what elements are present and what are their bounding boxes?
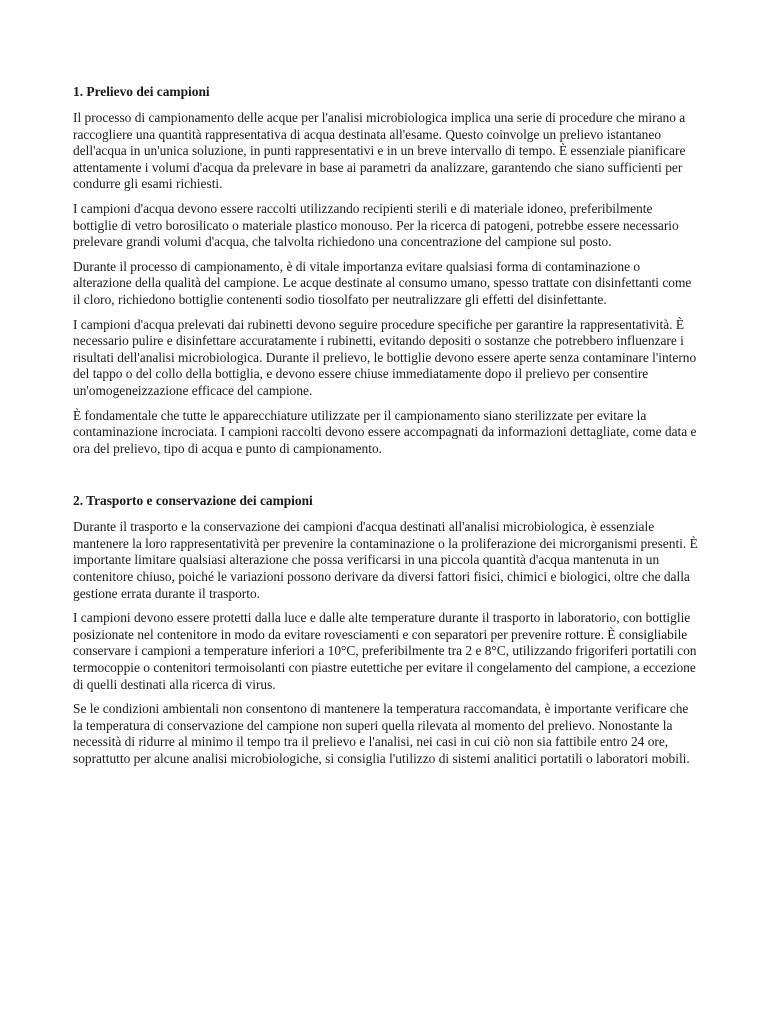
paragraph: Se le condizioni ambientali non consentono di mantenere la temperatura raccomandata, è importante verificare che la temperatura di conservazione del campione non superi quella rilevata al momento del prelievo. Nonostante la necessità di ridurre al minimo il tempo tra il prelievo e l'analisi, nei casi in cui ciò non sia fattibile entro 24 ore, soprattutto per alcune analisi microbiologiche, si consiglia l'utilizzo di sistemi analitici portatili o laboratori mobili. [73,701,690,766]
section-heading: 1. Prelievo dei campioni [73,84,210,99]
paragraph: Il processo di campionamento delle acque per l'analisi microbiologica implica una serie di procedure che mirano a raccogliere una quantità rappresentativa di acqua destinata all'esame. Questo coinvolge un prelievo istantaneo dell'acqua in un'unica soluzione, in punti rappresentativi e in un breve intervallo di tempo. È essenziale pianificare attentamente i volumi d'acqua da prelevare in base ai parametri da analizzare, garantendo che siano sufficienti per condurre gli esami richiesti. [73,110,686,192]
paragraph: Durante il trasporto e la conservazione dei campioni d'acqua destinati all'analisi microbiologica, è essenziale mantenere la loro rappresentatività per prevenire la contaminazione o la proliferazione dei microrganismi presenti. È importante limitare qualsiasi alterazione che possa verificarsi in una piccola quantità d'acqua mantenuta in un contenitore chiuso, poiché le variazioni possono derivare da diversi fattori fisici, chimici e biologici, oltre che dalla gestione errata durante il trasporto. [73,519,698,601]
paragraph: È fondamentale che tutte le apparecchiature utilizzate per il campionamento siano sterilizzate per evitare la contaminazione incrociata. I campioni raccolti devono essere accompagnati da informazioni dettagliate, come data e ora del prelievo, tipo di acqua e punto di campionamento. [73,407,697,456]
paragraph: I campioni d'acqua prelevati dai rubinetti devono seguire procedure specifiche per garantire la rappresentatività. È necessario pulire e disinfettare accuratamente i rubinetti, evitando depositi o sostanze che potrebbero influenzare i risultati dell'analisi microbiologica. Durante il prelievo, le bottiglie devono essere aperte senza contaminare l'interno del tappo o del collo della bottiglia, e devono essere chiuse immediatamente dopo il prelievo per consentire un'omogeneizzazione efficace del campione. [73,316,697,398]
paragraph: Durante il processo di campionamento, è di vitale importanza evitare qualsiasi forma di contaminazione o alterazione della qualità del campione. Le acque destinate al consumo umano, spesso trattate con disinfettanti come il cloro, richiedono bottiglie contenenti sodio tiosolfato per neutralizzare gli effetti del disinfettante. [73,258,692,307]
paragraph: I campioni d'acqua devono essere raccolti utilizzando recipienti sterili e di materiale idoneo, preferibilmente bottiglie di vetro borosilicato o materiale plastico monouso. Per la ricerca di patogeni, potrebbe essere necessario prelevare grandi volumi d'acqua, che talvolta richiedono una concentrazione del campione sul posto. [73,200,679,250]
section-trasporto [73,492,698,767]
section-prelievo [73,83,698,457]
section-heading: 2. Trasporto e conservazione dei campioni [73,493,313,509]
paragraph: I campioni devono essere protetti dalla luce e dalle alte temperature durante il trasporto in laboratorio, con bottiglie posizionate nel contenitore in modo da evitare rovesciamenti e con separatori per prevenire rotture. È consigliabile conservare i campioni a temperature inferiori a 10°C, preferibilmente tra 2 e 8°C, utilizzando frigoriferi portatili con termocoppie o contenitori termoisolanti con piastre eutettiche per evitare il congelamento del campione, a eccezione di quelli destinati alla ricerca di virus. [73,610,697,692]
